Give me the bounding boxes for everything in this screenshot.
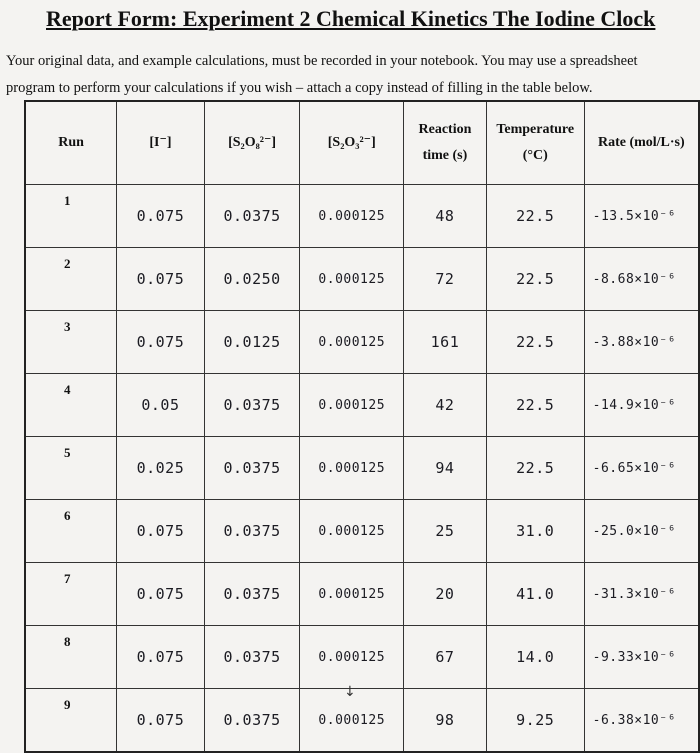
cell-thiosulfate: 0.000125 — [300, 563, 404, 626]
cell-thiosulfate: 0.000125 — [300, 626, 404, 689]
table-row — [25, 185, 699, 248]
cell-run: 9 — [25, 689, 117, 753]
cell-temperature: 22.5 — [486, 374, 584, 437]
cell-run: 8 — [25, 626, 117, 689]
cell-run: 3 — [25, 311, 117, 374]
cell-rate: -9.33×10⁻⁶ — [584, 626, 699, 689]
cell-rate: -8.68×10⁻⁶ — [584, 248, 699, 311]
table-row — [25, 689, 699, 753]
cell-reaction-time: 25 — [404, 500, 487, 563]
instruction-line: Your original data, and example calculations, must be recorded in your notebook. You may use a spreadsheet — [6, 53, 638, 69]
cell-thiosulfate: 0.000125 — [300, 500, 404, 563]
table-row — [25, 374, 699, 437]
table-row — [25, 563, 699, 626]
cell-persulfate: 0.0250 — [204, 248, 300, 311]
cell-iodide: 0.075 — [117, 626, 205, 689]
cell-reaction-time: 42 — [404, 374, 487, 437]
cell-rate: -25.0×10⁻⁶ — [584, 500, 699, 563]
cell-reaction-time: 161 — [404, 311, 487, 374]
header-thiosulfate: [S₂O₃²⁻] — [300, 101, 404, 185]
cell-temperature: 22.5 — [486, 248, 584, 311]
cell-temperature: 9.25 — [486, 689, 584, 753]
data-table — [24, 100, 700, 753]
cell-thiosulfate: 0.000125 — [300, 248, 404, 311]
cell-iodide: 0.075 — [117, 563, 205, 626]
cell-persulfate: 0.0375 — [204, 626, 300, 689]
cell-temperature: 22.5 — [486, 185, 584, 248]
cell-iodide: 0.075 — [117, 248, 205, 311]
cell-thiosulfate: 0.000125 — [300, 689, 404, 753]
cell-persulfate: 0.0375 — [204, 689, 300, 753]
cell-temperature: 31.0 — [486, 500, 584, 563]
cell-temperature: 22.5 — [486, 437, 584, 500]
instruction-line: program to perform your calculations if you wish – attach a copy instead of filling in the table below. — [6, 80, 593, 96]
cell-iodide: 0.05 — [117, 374, 205, 437]
table-row — [25, 437, 699, 500]
header-temperature: Temperature (°C) — [486, 101, 584, 185]
cell-run: 6 — [25, 500, 117, 563]
cell-reaction-time: 94 — [404, 437, 487, 500]
header-iodide: [I⁻] — [117, 101, 205, 185]
cell-temperature: 22.5 — [486, 311, 584, 374]
cell-persulfate: 0.0375 — [204, 437, 300, 500]
cell-temperature: 41.0 — [486, 563, 584, 626]
cell-reaction-time: 20 — [404, 563, 487, 626]
table-header-row — [25, 101, 699, 185]
cell-persulfate: 0.0375 — [204, 374, 300, 437]
cell-rate: -6.65×10⁻⁶ — [584, 437, 699, 500]
cell-thiosulfate: 0.000125 — [300, 311, 404, 374]
cell-reaction-time: 98 — [404, 689, 487, 753]
page-title: Report Form: Experiment 2 Chemical Kinetics The Iodine Clock — [46, 6, 656, 31]
table-row — [25, 311, 699, 374]
cell-run: 5 — [25, 437, 117, 500]
table-row — [25, 500, 699, 563]
cell-run: 7 — [25, 563, 117, 626]
cell-iodide: 0.075 — [117, 185, 205, 248]
cell-thiosulfate: 0.000125 — [300, 185, 404, 248]
header-rate: Rate (mol/L·s) — [584, 101, 699, 185]
cell-thiosulfate: 0.000125 — [300, 374, 404, 437]
cell-reaction-time: 48 — [404, 185, 487, 248]
cell-persulfate: 0.0375 — [204, 185, 300, 248]
header-persulfate: [S₂O₈²⁻] — [204, 101, 300, 185]
cell-reaction-time: 72 — [404, 248, 487, 311]
cell-rate: -14.9×10⁻⁶ — [584, 374, 699, 437]
cell-iodide: 0.075 — [117, 311, 205, 374]
cell-persulfate: 0.0125 — [204, 311, 300, 374]
header-run: Run — [25, 101, 117, 185]
cell-run: 2 — [25, 248, 117, 311]
cell-run: 1 — [25, 185, 117, 248]
pen-mark-arrow-icon: ↓ — [344, 684, 356, 700]
cell-rate: -3.88×10⁻⁶ — [584, 311, 699, 374]
table-row — [25, 248, 699, 311]
cell-rate: -13.5×10⁻⁶ — [584, 185, 699, 248]
cell-persulfate: 0.0375 — [204, 500, 300, 563]
cell-run: 4 — [25, 374, 117, 437]
cell-iodide: 0.025 — [117, 437, 205, 500]
table-row — [25, 626, 699, 689]
cell-persulfate: 0.0375 — [204, 563, 300, 626]
cell-iodide: 0.075 — [117, 500, 205, 563]
header-reaction-time: Reaction time (s) — [404, 101, 487, 185]
instructions — [6, 48, 700, 102]
cell-temperature: 14.0 — [486, 626, 584, 689]
cell-rate: -31.3×10⁻⁶ — [584, 563, 699, 626]
cell-reaction-time: 67 — [404, 626, 487, 689]
cell-iodide: 0.075 — [117, 689, 205, 753]
cell-thiosulfate: 0.000125 — [300, 437, 404, 500]
cell-rate: -6.38×10⁻⁶ — [584, 689, 699, 753]
